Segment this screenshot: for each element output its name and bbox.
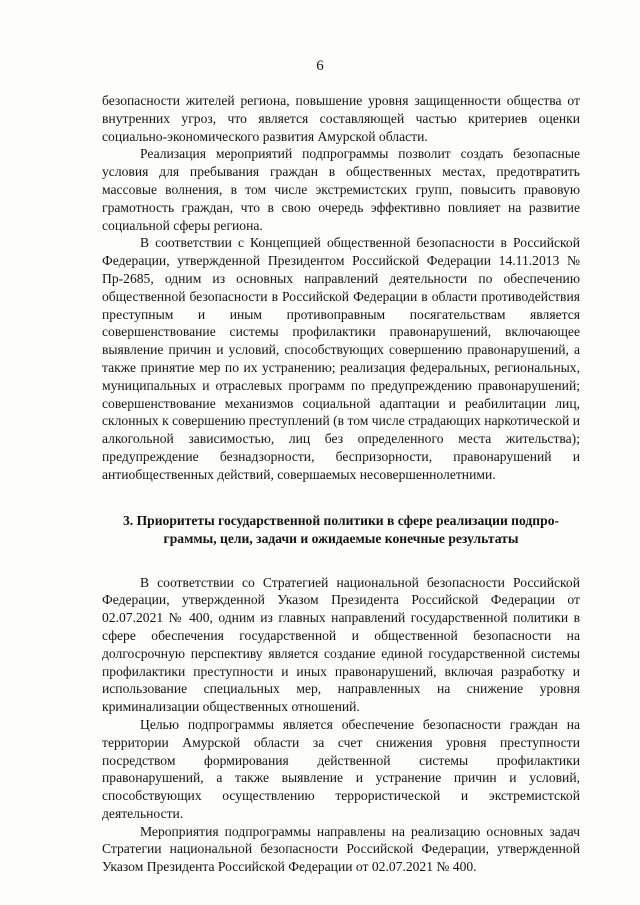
section-heading-line1: 3. Приоритеты государственной политики в сфере реализации подпро- (122, 512, 560, 528)
paragraph-continuation: безопасности жителей региона, повышение уровня защищенности общества от внутренних угроз, что является составляющей частью критериев оценки социально-экономического развития Амурской области. (102, 93, 580, 144)
section-heading (102, 512, 580, 548)
document-body (102, 92, 580, 876)
paragraph-measures: Мероприятия подпрограммы направлены на реализацию основных задач Стратегии национальной безопасности Российской Федерации, утвержденной Указом Президента Российской Федерации от 02.07.2021 № 400. (102, 823, 580, 875)
paragraph-strategy: В соответствии со Стратегией национальной безопасности Российской Федерации, утвержденной Указом Президента Российской Федерации от 02.07.2021 № 400, одним из главных направлений государственной политики в сфере обеспечения государственной и общественной безопасности на долгосрочную перспективу является создание единой государственной системы профилактики преступности и иных правонарушений, включая разработку и использование специальных мер, направленных на снижение уровня криминализации общественных отношений. (102, 574, 580, 715)
paragraph-concept: В соответствии с Концепцией общественной безопасности в Российской Федерации, утвержденной Президентом Российской Федерации 14.11.2013 № Пр-2685, одним из основных направлений деятельности по обеспечению общественной безопасности в Российской Федерации в области противодействия преступным и иным противоправным посягательствам является совершенствование системы профилактики правонарушений, включающее выявление причин и условий, способствующих совершению правонарушений, а также принятие мер по их устранению; реализация федеральных, региональных, муниципальных и отраслевых программ по предупреждению правонарушений; совершенствование механизмов социальной адаптации и реабилитации лиц, склонных к совершению преступлений (в том числе страдающих наркотической и алкогольной зависимостью, лиц без определенного места жительства); предупреждение безнадзорности, беспризорности, правонарушений и антиобщественных действий, совершаемых несовершеннолетними. (102, 235, 580, 482)
paragraph-implementation: Реализация мероприятий подпрограммы позволит создать безопасные условия для пребывания граждан в общественных местах, предотвратить массовые волнения, в том числе экстремистских групп, повысить правовую грамотность граждан, что в свою очередь эффективно повлияет на развитие социальной сферы региона. (102, 146, 580, 233)
page-number: 6 (316, 58, 324, 74)
paragraph-goal: Целью подпрограммы является обеспечение безопасности граждан на территории Амурской области за счет снижения уровня преступности посредством формирования действенной системы профилактики правонарушений, а также выявление и устранение причин и условий, способствующих осуществлению террористической и экстремистской деятельности. (102, 716, 580, 821)
section-heading-line2: граммы, цели, задачи и ожидаемые конечные результаты (163, 530, 519, 546)
